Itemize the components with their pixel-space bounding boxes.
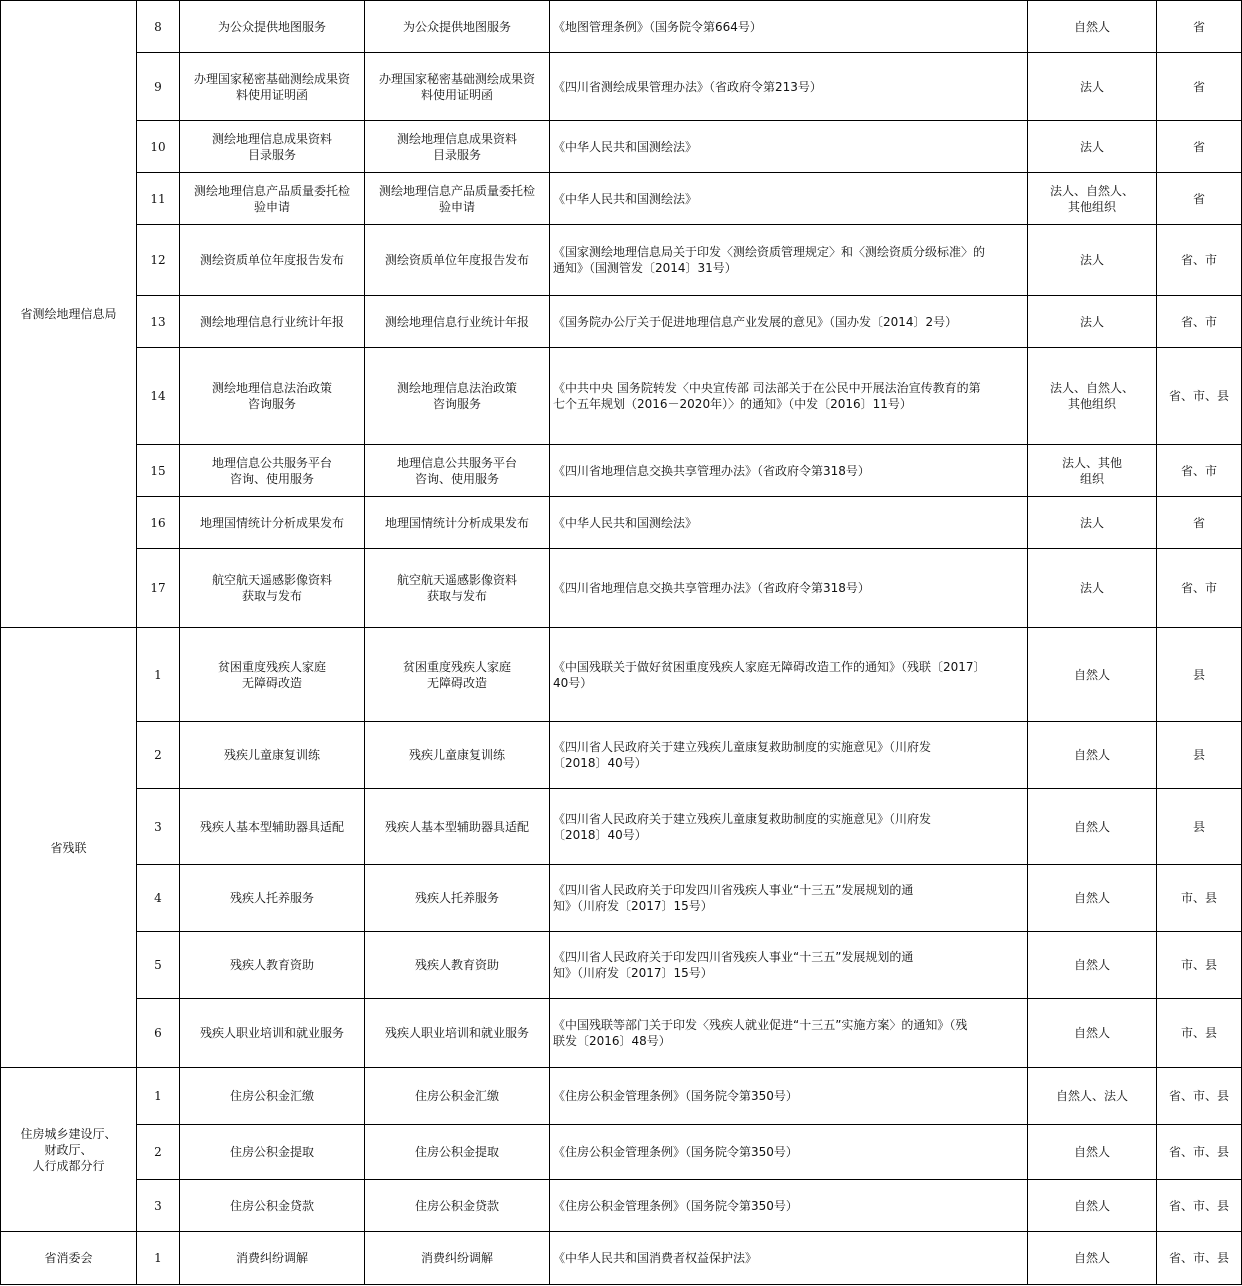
row-number-cell: 1: [137, 1068, 180, 1125]
service-level-cell: 省、市、县: [1157, 1068, 1242, 1125]
row-number-cell: 10: [137, 121, 180, 173]
cell-line: 料使用证明函: [235, 87, 308, 102]
service-item-cell: [365, 999, 550, 1068]
cell-line: 残疾人托养服务: [229, 891, 314, 905]
legal-basis-cell: [550, 865, 1028, 932]
service-level-cell: 省、市: [1157, 549, 1242, 628]
cell-line: 《中华人民共和国测绘法》: [553, 191, 698, 206]
legal-basis-cell: [550, 121, 1028, 173]
cell-line: 组织: [1079, 471, 1104, 486]
legal-basis-cell: [550, 348, 1028, 445]
service-level-cell: 省、市: [1157, 225, 1242, 296]
row-number-cell: 2: [137, 722, 180, 789]
row-number-cell: 1: [137, 1232, 180, 1285]
row-number-cell: 13: [137, 296, 180, 348]
table-row: [1, 1232, 1242, 1285]
cell-line: 测绘地理信息成果资料: [396, 131, 517, 146]
service-name-cell: [180, 173, 365, 225]
cell-line: 知》（川府发〔2017〕15号）: [553, 899, 713, 913]
table-row: [1, 445, 1242, 497]
table-row: [1, 53, 1242, 121]
service-target-cell: [1028, 445, 1157, 497]
cell-line: 住房公积金贷款: [229, 1198, 314, 1213]
cell-line: 咨询、使用服务: [414, 471, 499, 486]
cell-line: 法人: [1079, 79, 1104, 94]
legal-basis-cell: [550, 789, 1028, 865]
table-row: [1, 296, 1242, 348]
service-level-cell: 省、市: [1157, 296, 1242, 348]
service-target-cell: [1028, 549, 1157, 628]
row-number-cell: 6: [137, 999, 180, 1068]
service-level-cell: 省、市、县: [1157, 1232, 1242, 1285]
cell-line: 自然人、法人: [1055, 1089, 1128, 1103]
cell-line: 自然人: [1073, 667, 1110, 682]
cell-line: 自然人: [1073, 1198, 1110, 1213]
cell-line: 为公众提供地图服务: [402, 19, 511, 34]
cell-line: 法人: [1079, 314, 1104, 329]
cell-line: 《中国残联关于做好贫困重度残疾人家庭无障碍改造工作的通知》（残联〔2017〕: [553, 659, 986, 674]
legal-basis-cell: [550, 445, 1028, 497]
department-cell: [1, 1, 137, 628]
legal-basis-cell: [550, 1125, 1028, 1180]
service-item-cell: [365, 789, 550, 865]
cell-line: 住房公积金提取: [229, 1145, 314, 1159]
cell-line: 贫困重度残疾人家庭: [217, 659, 326, 674]
legal-basis-cell: [550, 173, 1028, 225]
cell-line: 法人、自然人、: [1049, 183, 1134, 198]
service-item-cell: [365, 445, 550, 497]
table-row: [1, 865, 1242, 932]
row-number-cell: 15: [137, 445, 180, 497]
cell-line: 住房城乡建设厅、: [20, 1126, 117, 1141]
table-row: [1, 1068, 1242, 1125]
row-number-cell: 14: [137, 348, 180, 445]
cell-line: 《国家测绘地理信息局关于印发〈测绘资质管理规定〉和〈测绘资质分级标准〉的: [553, 245, 986, 259]
service-level-cell: 市、县: [1157, 999, 1242, 1068]
service-target-cell: [1028, 1, 1157, 53]
cell-line: 自然人: [1073, 1145, 1110, 1159]
cell-line: 航空航天遥感影像资料: [211, 573, 332, 587]
service-target-cell: [1028, 628, 1157, 722]
service-name-cell: [180, 1, 365, 53]
row-number-cell: 5: [137, 932, 180, 999]
service-item-cell: [365, 865, 550, 932]
service-name-cell: [180, 1068, 365, 1125]
cell-line: 《地图管理条例》（国务院令第664号）: [553, 19, 762, 34]
cell-line: 〔2018〕40号）: [553, 756, 647, 770]
cell-line: 残疾人职业培训和就业服务: [384, 1026, 529, 1040]
table-row: [1, 628, 1242, 722]
cell-line: 法人: [1079, 581, 1104, 595]
cell-line: 《四川省人民政府关于印发四川省残疾人事业“十三五”发展规划的通: [553, 950, 914, 964]
service-target-cell: [1028, 225, 1157, 296]
cell-line: 《四川省人民政府关于印发四川省残疾人事业“十三五”发展规划的通: [553, 883, 914, 897]
cell-line: 验申请: [438, 199, 475, 214]
table-row: [1, 225, 1242, 296]
department-cell: [1, 628, 137, 1068]
legal-basis-cell: [550, 1, 1028, 53]
cell-line: 《住房公积金管理条例》（国务院令第350号）: [553, 1198, 798, 1213]
service-target-cell: [1028, 53, 1157, 121]
row-number-cell: 4: [137, 865, 180, 932]
service-name-cell: [180, 1232, 365, 1285]
row-number-cell: 3: [137, 789, 180, 865]
service-name-cell: [180, 549, 365, 628]
cell-line: 获取与发布: [426, 589, 487, 603]
cell-line: 残疾人基本型辅助器具适配: [199, 819, 344, 834]
service-item-cell: [365, 225, 550, 296]
cell-line: 贫困重度残疾人家庭: [402, 659, 511, 674]
cell-line: 航空航天遥感影像资料: [396, 573, 517, 587]
service-level-cell: 省: [1157, 173, 1242, 225]
table-row: [1, 1180, 1242, 1232]
cell-line: 获取与发布: [241, 589, 302, 603]
service-item-cell: [365, 1232, 550, 1285]
service-level-cell: 市、县: [1157, 932, 1242, 999]
cell-line: 消费纠纷调解: [235, 1251, 308, 1265]
legal-basis-cell: [550, 628, 1028, 722]
service-target-cell: [1028, 1232, 1157, 1285]
service-level-cell: 省、市、县: [1157, 1125, 1242, 1180]
cell-line: 无障碍改造: [426, 675, 487, 690]
cell-line: 测绘地理信息法治政策: [211, 381, 332, 395]
service-name-cell: [180, 53, 365, 121]
service-name-cell: [180, 497, 365, 549]
cell-line: 法人、自然人、: [1049, 381, 1134, 395]
service-level-cell: 省: [1157, 53, 1242, 121]
cell-line: 自然人: [1073, 1251, 1110, 1265]
legal-basis-cell: [550, 932, 1028, 999]
table-row: [1, 348, 1242, 445]
service-item-cell: [365, 549, 550, 628]
row-number-cell: 9: [137, 53, 180, 121]
cell-line: 测绘地理信息成果资料: [211, 131, 332, 146]
department-cell: [1, 1068, 137, 1232]
cell-line: 目录服务: [432, 147, 481, 162]
service-target-cell: [1028, 999, 1157, 1068]
service-item-cell: [365, 1180, 550, 1232]
table-row: [1, 1125, 1242, 1180]
cell-line: 法人: [1079, 515, 1104, 530]
cell-line: 测绘地理信息法治政策: [396, 381, 517, 395]
service-target-cell: [1028, 121, 1157, 173]
cell-line: 为公众提供地图服务: [217, 19, 326, 34]
cell-line: 财政厅、: [44, 1142, 93, 1157]
cell-line: 《国务院办公厅关于促进地理信息产业发展的意见》（国办发〔2014〕2号）: [553, 314, 958, 329]
service-target-cell: [1028, 348, 1157, 445]
cell-line: 测绘地理信息产品质量委托检: [193, 183, 350, 198]
service-target-cell: [1028, 1125, 1157, 1180]
row-number-cell: 16: [137, 497, 180, 549]
cell-line: 住房公积金汇缴: [414, 1089, 499, 1103]
table-row: [1, 932, 1242, 999]
service-item-cell: [365, 628, 550, 722]
cell-line: 自然人: [1073, 819, 1110, 834]
cell-line: 残疾人教育资助: [229, 958, 314, 972]
cell-line: 《中华人民共和国测绘法》: [553, 139, 698, 154]
cell-line: 测绘资质单位年度报告发布: [384, 253, 529, 267]
cell-line: 地理国情统计分析成果发布: [199, 515, 344, 530]
cell-line: 办理国家秘密基础测绘成果资: [378, 71, 535, 86]
cell-line: 咨询服务: [432, 397, 481, 411]
cell-line: 〔2018〕40号）: [553, 827, 647, 842]
cell-line: 残疾儿童康复训练: [408, 748, 505, 762]
service-target-cell: [1028, 1068, 1157, 1125]
service-name-cell: [180, 999, 365, 1068]
cell-line: 40号）: [553, 675, 593, 690]
service-level-cell: 县: [1157, 628, 1242, 722]
legal-basis-cell: [550, 497, 1028, 549]
legal-basis-cell: [550, 999, 1028, 1068]
cell-line: 测绘资质单位年度报告发布: [199, 253, 344, 267]
cell-line: 验申请: [253, 199, 290, 214]
table-row: [1, 173, 1242, 225]
cell-line: 法人、其他: [1061, 455, 1122, 470]
cell-line: 咨询服务: [247, 397, 296, 411]
row-number-cell: 12: [137, 225, 180, 296]
cell-line: 残疾人托养服务: [414, 891, 499, 905]
table-row: [1, 549, 1242, 628]
cell-line: 法人: [1079, 253, 1104, 267]
cell-line: 通知》（国测管发〔2014〕31号）: [553, 261, 737, 275]
service-name-cell: [180, 225, 365, 296]
service-level-cell: 市、县: [1157, 865, 1242, 932]
cell-line: 地理信息公共服务平台: [211, 455, 332, 470]
service-item-cell: [365, 1068, 550, 1125]
cell-line: 自然人: [1073, 19, 1110, 34]
cell-line: 《四川省地理信息交换共享管理办法》（省政府令第318号）: [553, 463, 870, 478]
legal-basis-cell: [550, 225, 1028, 296]
service-name-cell: [180, 932, 365, 999]
service-level-cell: 省: [1157, 497, 1242, 549]
cell-line: 法人: [1079, 139, 1104, 154]
service-target-cell: [1028, 865, 1157, 932]
table-row: [1, 722, 1242, 789]
service-target-cell: [1028, 789, 1157, 865]
cell-line: 残疾人教育资助: [414, 958, 499, 972]
legal-basis-cell: [550, 1068, 1028, 1125]
cell-line: 测绘地理信息行业统计年报: [199, 314, 344, 329]
cell-line: 《四川省测绘成果管理办法》（省政府令第213号）: [553, 79, 822, 94]
row-number-cell: 1: [137, 628, 180, 722]
service-name-cell: [180, 722, 365, 789]
legal-basis-cell: [550, 296, 1028, 348]
legal-basis-cell: [550, 549, 1028, 628]
service-target-cell: [1028, 173, 1157, 225]
service-item-cell: [365, 121, 550, 173]
service-item-cell: [365, 1, 550, 53]
service-item-cell: [365, 173, 550, 225]
service-name-cell: [180, 445, 365, 497]
cell-line: 地理信息公共服务平台: [396, 455, 517, 470]
cell-line: 《中华人民共和国测绘法》: [553, 515, 698, 530]
row-number-cell: 3: [137, 1180, 180, 1232]
service-name-cell: [180, 789, 365, 865]
cell-line: 咨询、使用服务: [229, 471, 314, 486]
table-row: [1, 999, 1242, 1068]
department-cell: [1, 1232, 137, 1285]
cell-line: 人行成都分行: [32, 1158, 105, 1173]
cell-line: 知》（川府发〔2017〕15号）: [553, 966, 713, 980]
row-number-cell: 11: [137, 173, 180, 225]
cell-line: 无障碍改造: [241, 675, 302, 690]
table-row: [1, 1, 1242, 53]
cell-line: 料使用证明函: [420, 87, 493, 102]
legal-basis-cell: [550, 1232, 1028, 1285]
cell-line: 消费纠纷调解: [420, 1251, 493, 1265]
service-name-cell: [180, 1125, 365, 1180]
service-target-cell: [1028, 722, 1157, 789]
cell-line: 《住房公积金管理条例》（国务院令第350号）: [553, 1145, 798, 1159]
table-body: [1, 1, 1242, 1285]
cell-line: 地理国情统计分析成果发布: [384, 515, 529, 530]
cell-line: 其他组织: [1067, 397, 1116, 411]
service-level-cell: 县: [1157, 789, 1242, 865]
service-level-cell: 省: [1157, 121, 1242, 173]
service-item-cell: [365, 722, 550, 789]
table-row: [1, 121, 1242, 173]
service-item-cell: [365, 497, 550, 549]
service-item-cell: [365, 932, 550, 999]
table-row: [1, 789, 1242, 865]
service-name-cell: [180, 296, 365, 348]
service-name-cell: [180, 865, 365, 932]
cell-line: 自然人: [1073, 1026, 1110, 1040]
service-target-cell: [1028, 932, 1157, 999]
cell-line: 省消委会: [44, 1251, 93, 1265]
service-level-cell: 省、市、县: [1157, 1180, 1242, 1232]
cell-line: 《中国残联等部门关于印发〈残疾人就业促进“十三五”实施方案〉的通知》（残: [553, 1018, 968, 1032]
service-target-cell: [1028, 1180, 1157, 1232]
row-number-cell: 2: [137, 1125, 180, 1180]
service-item-cell: [365, 1125, 550, 1180]
cell-line: 《四川省人民政府关于建立残疾儿童康复救助制度的实施意见》（川府发: [553, 811, 932, 826]
row-number-cell: 17: [137, 549, 180, 628]
service-level-cell: 县: [1157, 722, 1242, 789]
cell-line: 《四川省地理信息交换共享管理办法》（省政府令第318号）: [553, 581, 870, 595]
service-level-cell: 省、市: [1157, 445, 1242, 497]
service-level-cell: 省: [1157, 1, 1242, 53]
legal-basis-cell: [550, 722, 1028, 789]
cell-line: 省残联: [50, 840, 87, 855]
cell-line: 《中共中央 国务院转发〈中央宣传部 司法部关于在公民中开展法治宣传教育的第: [553, 381, 981, 395]
cell-line: 住房公积金提取: [414, 1145, 499, 1159]
cell-line: 目录服务: [247, 147, 296, 162]
service-item-cell: [365, 348, 550, 445]
cell-line: 自然人: [1073, 891, 1110, 905]
cell-line: 其他组织: [1067, 199, 1116, 214]
cell-line: 办理国家秘密基础测绘成果资: [193, 71, 350, 86]
service-level-cell: 省、市、县: [1157, 348, 1242, 445]
cell-line: 住房公积金汇缴: [229, 1089, 314, 1103]
service-item-cell: [365, 296, 550, 348]
cell-line: 自然人: [1073, 748, 1110, 762]
cell-line: 自然人: [1073, 958, 1110, 972]
cell-line: 残疾人职业培训和就业服务: [199, 1026, 344, 1040]
cell-line: 七个五年规划（2016－2020年）〉的通知》（中发〔2016〕11号）: [553, 397, 912, 411]
legal-basis-cell: [550, 53, 1028, 121]
service-target-cell: [1028, 296, 1157, 348]
cell-line: 省测绘地理信息局: [20, 307, 117, 321]
cell-line: 残疾人基本型辅助器具适配: [384, 819, 529, 834]
row-number-cell: 8: [137, 1, 180, 53]
service-name-cell: [180, 121, 365, 173]
cell-line: 《中华人民共和国消费者权益保护法》: [553, 1251, 758, 1265]
cell-line: 测绘地理信息产品质量委托检: [378, 183, 535, 198]
service-name-cell: [180, 628, 365, 722]
service-name-cell: [180, 1180, 365, 1232]
legal-basis-cell: [550, 1180, 1028, 1232]
cell-line: 《住房公积金管理条例》（国务院令第350号）: [553, 1089, 798, 1103]
cell-line: 住房公积金贷款: [414, 1198, 499, 1213]
service-item-cell: [365, 53, 550, 121]
table-row: [1, 497, 1242, 549]
cell-line: 测绘地理信息行业统计年报: [384, 314, 529, 329]
cell-line: 《四川省人民政府关于建立残疾儿童康复救助制度的实施意见》（川府发: [553, 740, 932, 754]
cell-line: 联发〔2016〕48号）: [553, 1034, 671, 1048]
service-target-cell: [1028, 497, 1157, 549]
cell-line: 残疾儿童康复训练: [223, 748, 320, 762]
service-name-cell: [180, 348, 365, 445]
